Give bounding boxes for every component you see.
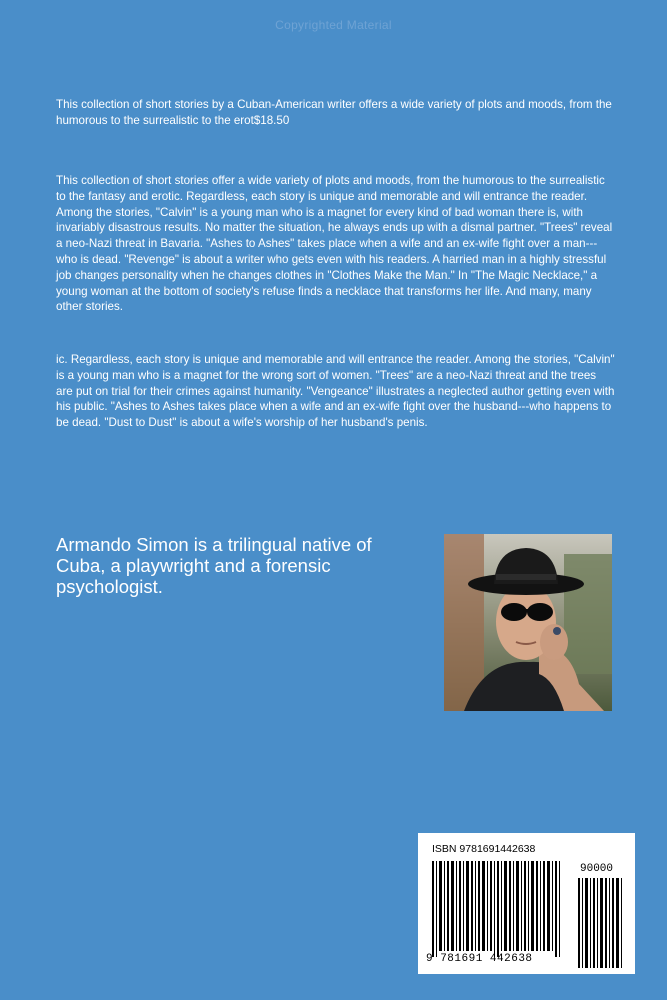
isbn-label: ISBN 9781691442638 — [432, 843, 536, 855]
blurb-main: This collection of short stories offer a wide variety of plots and moods, from the humorous to the surrealistic to the fantasy and erotic. Regardless, each story is unique and memorable and will entrance the reader. Among the stories, "Calvin" is a young man who is a magnet for every kind of bad woman there is, with invariably disastrous results. No matter the situation, he always ends up with a dismal partner. "Trees" reveal a neo-Nazi threat in Bavaria. "Ashes to Ashes" takes place when a wife and an ex-wife fight over a man---who is dead. "Revenge" is about a writer who gets even with his readers. A harried man in a highly stressful job changes personality when he changes clothes in "Clothes Make the Man." In "The Magic Necklace," a young woman at the bottom of society's refuse finds a necklace that transforms her life. And many, many other stories. — [56, 174, 613, 314]
copyright-watermark: Copyrighted Material — [275, 18, 392, 32]
isbn-digits: 9 781691 442638 — [426, 953, 533, 965]
isbn-barcode — [418, 833, 635, 974]
author-bio: Armando Simon is a trilingual native of Cuba, a playwright and a forensic psychologist. — [56, 534, 372, 597]
price-code: 90000 — [580, 863, 614, 875]
blurb-short: This collection of short stories by a Cuban-American writer offers a wide variety of plots and moods, from the humorous to the surrealistic to the erot$18.50 — [56, 98, 612, 127]
blurb-alternate: ic. Regardless, each story is unique and memorable and will entrance the reader. Among the stories, "Calvin" is a young man who is a magnet for the wrong sort of women. "Trees" are a neo-Nazi threat and the trees are put on trial for their crimes against humanity. "Vengeance" illustrates a neglected author getting even with his public. "Ashes to Ashes takes place when a wife and an ex-wife fight over the husband---who happens to be dead. "Dust to Dust" is about a wife's worship of her husband's penis. — [56, 353, 615, 430]
author-photo — [444, 534, 612, 711]
author-photo-image — [444, 534, 612, 711]
